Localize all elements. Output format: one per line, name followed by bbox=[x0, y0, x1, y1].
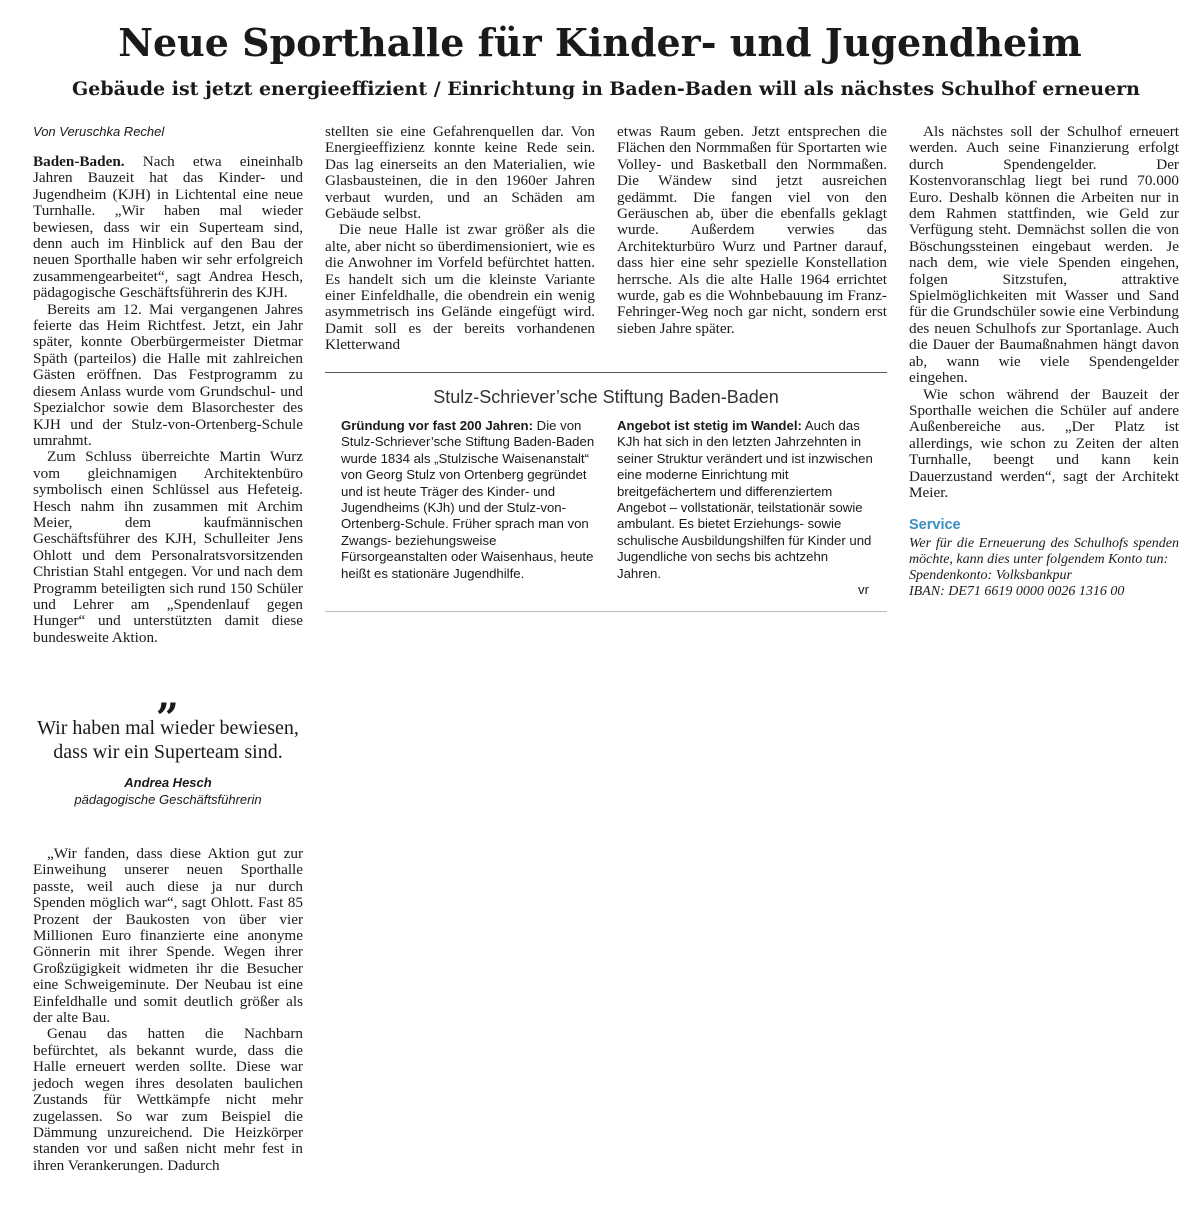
info-box-text: Die von Stulz-Schriever’sche Stiftung Baden-Baden wurde 1834 als „Stulzische Waisenanstalt“ von Georg Stulz von Ortenberg gegründet und ist heute Träger des Kinder- und Jugendheims (KJh) und der Stulz-von-Ortenberg-Schule. Früher sprach man von Zwangs- beziehungsweise Fürsorgeanstalten oder Waisenhaus, heute heißt es stationäre Jugendhilfe. bbox=[341, 418, 595, 581]
info-box-signature: vr bbox=[858, 582, 869, 597]
paragraph: Bereits am 12. Mai vergangenen Jahres feierte das Heim Richtfest. Jetzt, ein Jahr später, konnte Oberbürgermeister Dietmar Späth (parteilos) die Halle mit zahlreichen Gästen eröffnen. Das Festprogramm zu diesem Anlass wurde vom Grundschul- und Spezialchor sowie dem Blasorchester des KJH und der Stulz-von-Ortenberg-Schule umrahmt. bbox=[33, 300, 303, 449]
service-account: Spendenkonto: Volksbankpur bbox=[909, 568, 1072, 584]
info-box-bottom-rule bbox=[325, 611, 887, 612]
info-box-text: Auch das KJh hat sich in den letzten Jahrzehnten in seiner Struktur verändert und ist inzwischen eine moderne Einrichtung mit breitgefächertem und differenziertem Angebot – vollstationär, teilstationär sowie ambulant. Es bietet Erziehungs- sowie schulische Ausbildungshilfen für Kinder und Jugendliche von sechs bis achtzehn Jahren. bbox=[617, 418, 873, 581]
paragraph: Die neue Halle ist zwar größer als die alte, aber nicht so überdimensioniert, wie es die Anwohner im Vorfeld befürchtet hatten. Es handelt sich um die kleinste Variante einer Einfeldhalle, die obendrein ein wenig asymmetrisch ins Gelände eingefügt wird. Damit soll es der bereits vorhandenen Kletterwand bbox=[325, 221, 595, 354]
info-box-paragraph bbox=[341, 418, 599, 582]
dateline-place: Baden-Baden. bbox=[33, 153, 125, 170]
paragraph: „Wir fanden, dass diese Aktion gut zur Einweihung unserer neuen Sporthalle passte, weil auch diese ja nur durch Spenden möglich war“, sagt Ohlott. Fast 85 Prozent der Baukosten von über vier Millionen Euro finanzierte eine anonyme Gönnerin mit ihrer Spende. Wegen ihrer Großzügigkeit widmeten ihr die Besucher eine Schweigeminute. Der Neubau ist eine Einfeldhalle und somit deutlich größer als der alte Bau. bbox=[33, 845, 303, 1027]
quote-mark-icon: „ bbox=[156, 672, 180, 719]
info-box-lead: Gründung vor fast 200 Jahren: bbox=[341, 418, 533, 433]
article-column-1 bbox=[33, 124, 303, 646]
article-column-2 bbox=[325, 124, 595, 354]
quote-text: Wir haben mal wieder bewiesen, dass wir ein Superteam sind. bbox=[37, 717, 299, 763]
subheadline: Gebäude ist jetzt energieeffizient / Einrichtung in Baden-Baden will als nächstes Schulhof erneuern bbox=[72, 78, 1140, 100]
service-iban: IBAN: DE71 6619 0000 0026 1316 00 bbox=[909, 584, 1125, 600]
service-heading: Service bbox=[909, 517, 961, 534]
info-box-title: Stulz-Schriever’sche Stiftung Baden-Baden bbox=[433, 387, 779, 407]
article-column-3 bbox=[617, 124, 887, 337]
paragraph: stellten sie eine Gefahrenquellen dar. Von Energieeffizienz konnte keine Rede sein. Das lag einerseits an den Materialien, wie Glasbausteinen, die in den 1960er Jahren verbaut wurden, und an Schäden am Gebäude selbst. bbox=[325, 123, 595, 223]
article-column-1-continued bbox=[33, 846, 303, 1174]
paragraph bbox=[33, 154, 303, 302]
service-text: Wer für die Erneuerung des Schulhofs spenden möchte, kann dies unter folgendem Konto tun: bbox=[909, 535, 1179, 567]
byline: Von Veruschka Rechel bbox=[33, 124, 165, 139]
info-box-column-right bbox=[617, 418, 875, 582]
article-column-4 bbox=[909, 124, 1179, 601]
pull-quote bbox=[33, 672, 303, 808]
quote-author-role: pädagogische Geschäftsführerin bbox=[74, 792, 262, 807]
paragraph-text: Nach etwa eineinhalb Jahren Bauzeit hat das Kinder- und Jugendheim (KJH) in Lichtental eine neue Turnhalle. „Wir haben mal wieder bewiesen, dass wir ein Superteam sind, denn auch im Hinblick auf den Bau der neuen Sporthalle haben wir sehr erfolgreich zusammengearbeitet“, sagt Andrea Hesch, pädagogische Geschäftsführerin des KJH. bbox=[33, 153, 303, 302]
headline: Neue Sporthalle für Kinder- und Jugendheim bbox=[118, 20, 1082, 65]
paragraph: Zum Schluss überreichte Martin Wurz vom gleichnamigen Architektenbüro symbolisch einen Schlüssel aus Hefeteig. Hesch nahm ihn zusammen mit Archim Meier, dem kaufmännischen Geschäftsführer des KJH, Schulleiter Jens Ohlott und dem Personalratsvorsitzenden Christian Stahl entgegen. Vor und nach dem Programm beteiligten sich rund 150 Schüler und Lehrer am „Spendenlauf gegen Hunger“ und unterstützten damit diese bundesweite Aktion. bbox=[33, 448, 303, 646]
paragraph: Genau das hatten die Nachbarn befürchtet, als bekannt wurde, dass die Halle erneuert werden sollte. Diese war jedoch wegen ihres desolaten baulichen Zustands für Wettkämpfe nicht mehr zugelassen. So war zum Beispiel die Dämmung unzureichend. Die Heizkörper standen vor und saßen nicht mehr fest in ihren Verankerungen. Dadurch bbox=[33, 1025, 303, 1174]
info-box-top-rule bbox=[325, 372, 887, 373]
info-box-paragraph bbox=[617, 418, 875, 582]
service-info bbox=[909, 536, 1179, 601]
paragraph: Als nächstes soll der Schulhof erneuert werden. Auch seine Finanzierung erfolgt durch Spendengelder. Der Kostenvoranschlag liegt bei rund 70.000 Euro. Deshalb können die Arbeiten nur in dem Rahmen stattfinden, wie Geld zur Verfügung steht. Demnächst sollen die von Böschungssteinen eingebaut werden. Je nach dem, wie viele Spenden eingehen, folgen Sitzstufen, attraktive Spielmöglichkeiten mit Wasser und Sand für die Grundschüler sowie eine Verbindung des neuen Schulhofs zur Sportanlage. Auch die Dauer der Baumaßnahmen hängt davon ab, wann wie viele Spendengelder eingehen. bbox=[909, 123, 1179, 387]
quote-author: Andrea Hesch bbox=[124, 775, 212, 790]
paragraph: etwas Raum geben. Jetzt entsprechen die Flächen den Normmaßen für Sportarten wie Volley- und Basketball den Normmaßen. Die Wändew sind jetzt ausreichen gedämmt. Die fangen viel von den Geräuschen ab, über die ebenfalls geklagt wurde. Außerdem verwies das Architekturbüro Wurz und Partner darauf, dass hier eine sehr spezielle Konstellation herrsche. Als die alte Halle 1964 errichtet wurde, gab es die Wohnbebauung im Franz-Fehringer-Weg noch gar nicht, sondern erst sieben Jahre später. bbox=[617, 123, 887, 337]
info-box-lead: Angebot ist stetig im Wandel: bbox=[617, 418, 802, 433]
paragraph: Wie schon während der Bauzeit der Sporthalle weichen die Schüler auf andere Außenbereiche aus. „Der Platz ist allerdings, wie schon zu Zeiten der alten Turnhalle, beengt und kann kein Dauerzustand werden“, sagt der Architekt Meier. bbox=[909, 385, 1179, 501]
info-box-column-left bbox=[341, 418, 599, 582]
